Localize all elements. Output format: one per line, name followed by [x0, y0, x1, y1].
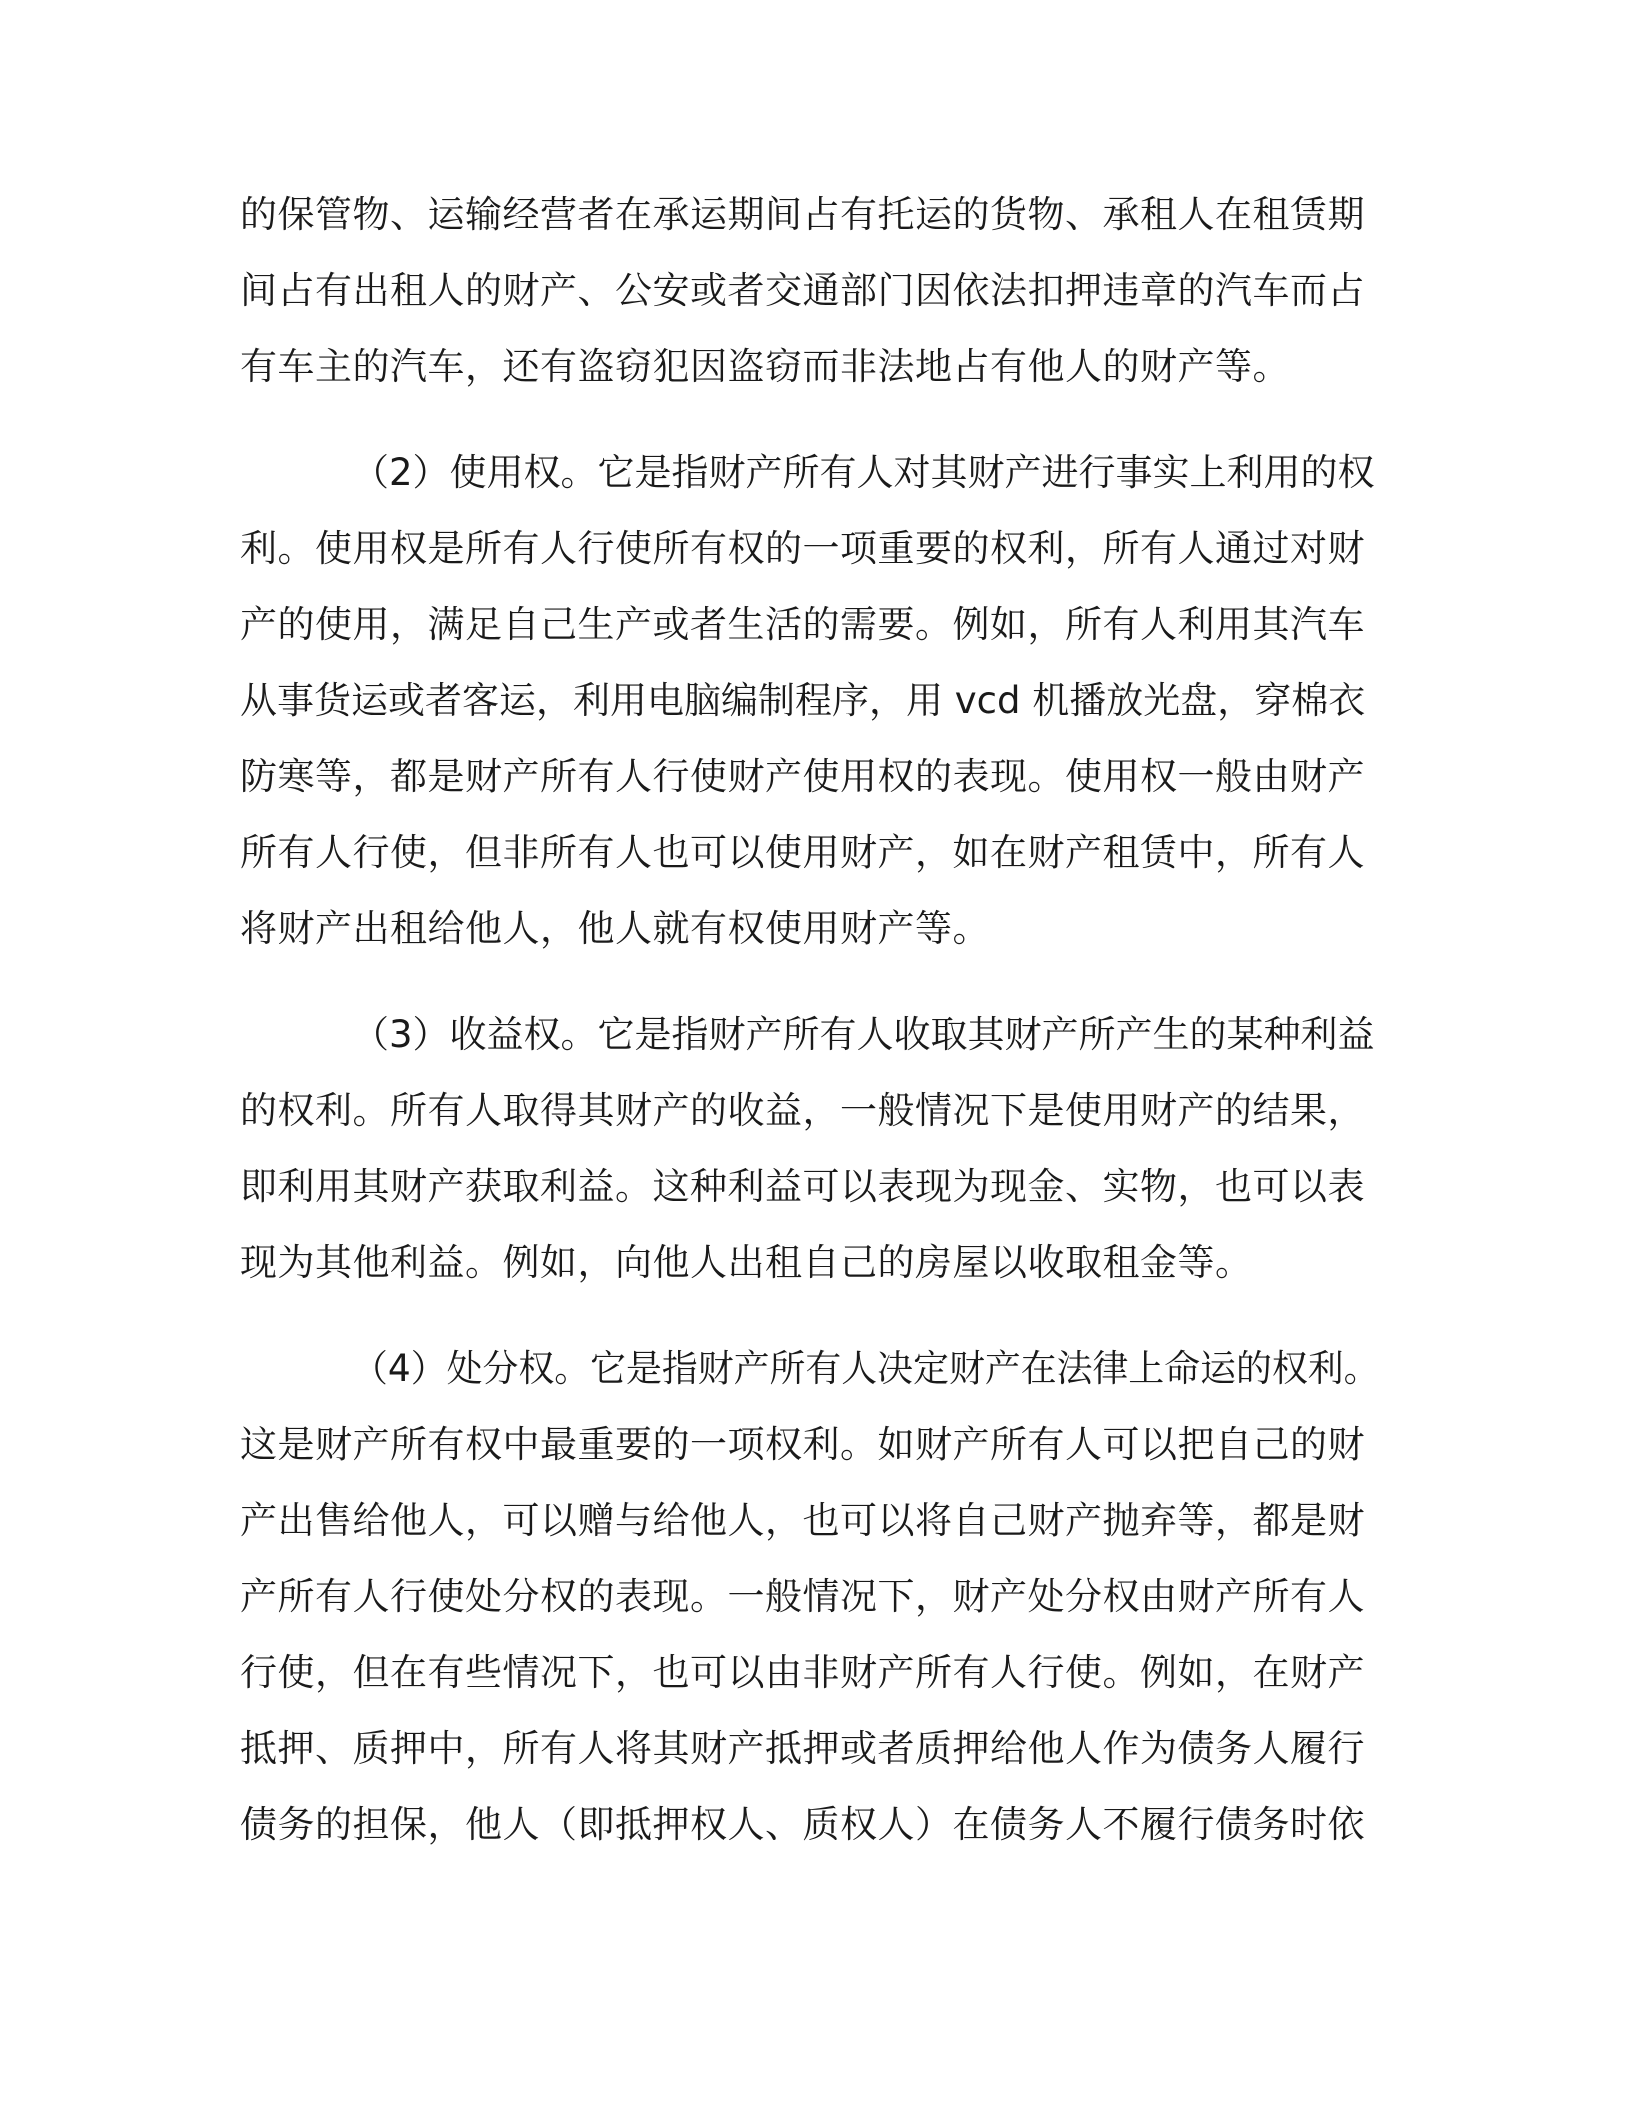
text-line: 从事货运或者客运，利用电脑编制程序，用 vcd 机播放光盘，穿棉衣	[240, 679, 1366, 722]
text-line: （3）收益权。它是指财产所有人收取其财产所产生的某种利益	[352, 1013, 1375, 1056]
text-line: 利。使用权是所有人行使所有权的一项重要的权利，所有人通过对财	[240, 527, 1365, 570]
text-line: 有车主的汽车，还有盗窃犯因盗窃而非法地占有他人的财产等。	[240, 345, 1290, 388]
text-line: 防寒等，都是财产所有人行使财产使用权的表现。使用权一般由财产	[240, 755, 1365, 798]
text-line: 的权利。所有人取得其财产的收益，一般情况下是使用财产的结果，	[240, 1089, 1365, 1132]
text-line: 行使，但在有些情况下，也可以由非财产所有人行使。例如，在财产	[240, 1651, 1365, 1694]
text-line: 将财产出租给他人，他人就有权使用财产等。	[240, 907, 990, 950]
text-line: 所有人行使，但非所有人也可以使用财产，如在财产租赁中，所有人	[240, 831, 1365, 874]
text-line: 债务的担保，他人（即抵押权人、质权人）在债务人不履行债务时依	[240, 1803, 1365, 1846]
text-line: 这是财产所有权中最重要的一项权利。如财产所有人可以把自己的财	[240, 1423, 1365, 1466]
text-line: （2）使用权。它是指财产所有人对其财产进行事实上利用的权	[352, 451, 1375, 494]
text-line: 产的使用，满足自己生产或者生活的需要。例如，所有人利用其汽车	[240, 603, 1365, 646]
text-line: 产所有人行使处分权的表现。一般情况下，财产处分权由财产所有人	[240, 1575, 1365, 1618]
text-line: 的保管物、运输经营者在承运期间占有托运的货物、承租人在租赁期	[240, 193, 1365, 236]
text-line: 间占有出租人的财产、公安或者交通部门因依法扣押违章的汽车而占	[240, 269, 1365, 312]
text-line: 即利用其财产获取利益。这种利益可以表现为现金、实物，也可以表	[240, 1165, 1365, 1208]
text-line: 现为其他利益。例如，向他人出租自己的房屋以收取租金等。	[240, 1241, 1253, 1284]
text-line: 产出售给他人，可以赠与给他人，也可以将自己财产抛弃等，都是财	[240, 1499, 1365, 1542]
text-line: 抵押、质押中，所有人将其财产抵押或者质押给他人作为债务人履行	[240, 1727, 1365, 1770]
text-line: （4）处分权。它是指财产所有人决定财产在法律上命运的权利。	[352, 1347, 1380, 1390]
